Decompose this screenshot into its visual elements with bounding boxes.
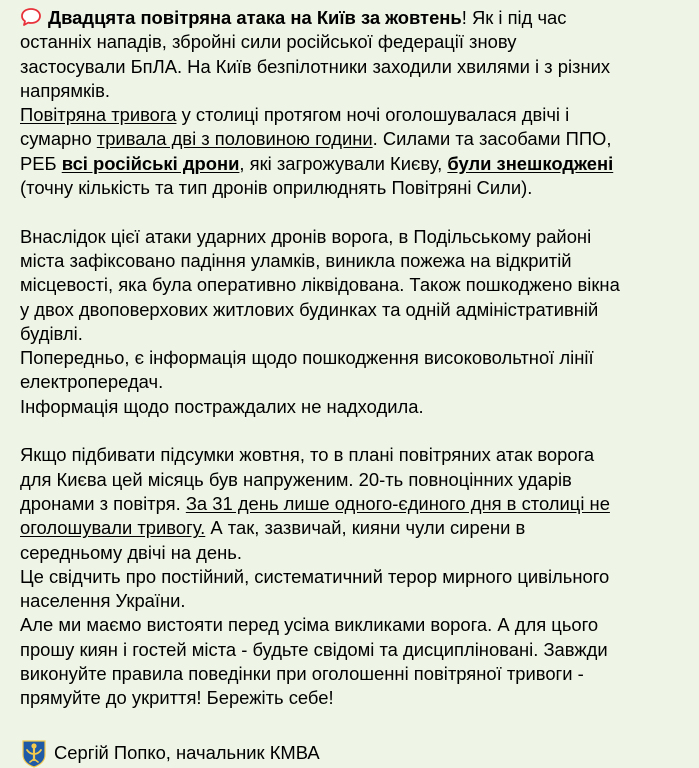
text-line: застосували БпЛА. На Київ безпілотники заходили хвилями і з різних	[20, 55, 611, 77]
message-title: Двадцята повітряна атака на Київ за жовтень	[48, 7, 462, 28]
text-line: Двадцята повітряна атака на Київ за жовтень! Як і під час	[20, 6, 699, 30]
text-line: середньому двічі на день.	[20, 541, 242, 563]
signature-text: Сергій Попко, начальник КМВА	[54, 741, 320, 763]
message-text	[20, 6, 699, 711]
text-line: напрямків.	[20, 79, 110, 101]
text-line: Внаслідок цієї атаки ударних дронів ворога, в Подільському районі	[20, 225, 592, 247]
link-31-days-cont[interactable]: оголошували тривогу.	[20, 517, 206, 539]
text-line: прямуйте до укриття! Бережіть себе!	[20, 687, 334, 709]
text-line: РЕБ всі російські дрони, які загрожували Києву, були знешкоджені	[20, 152, 614, 174]
text-line: для Києва цей місяць був напруженим. 20-ть повноцінних ударів	[20, 468, 572, 490]
kyiv-coat-of-arms-icon	[20, 738, 48, 768]
paragraph-gap	[20, 200, 699, 224]
paragraph-gap	[20, 419, 699, 443]
text-line: Але ми маємо вистояти перед усіма викликами ворога. А для цього	[20, 614, 599, 636]
text-line: Інформація щодо постраждалих не надходила.	[20, 395, 424, 417]
text-line: міста зафіксовано падіння уламків, виникла пожежа на відкритій	[20, 249, 572, 271]
text-line: Це свідчить про постійний, систематичний терор мирного цивільного	[20, 565, 610, 587]
speech-bubble-icon	[20, 7, 42, 27]
text-line: виконуйте правила поведінки при оголошенні повітряної тривоги -	[20, 663, 584, 685]
signature	[20, 738, 320, 768]
text-line: електропередач.	[20, 371, 164, 393]
link-31-days[interactable]: За 31 день лише одного-єдиного дня в столиці не	[185, 492, 610, 514]
text-line: Повітряна тривога у столиці протягом ночі оголошувалася двічі і	[20, 104, 570, 126]
text-line: Попередньо, є інформація щодо пошкодження високовольтної лінії	[20, 347, 594, 369]
text-line: прошу киян і гостей міста - будьте свідомі та дисципліновані. Завжди	[20, 638, 608, 660]
text-line: будівлі.	[20, 322, 83, 344]
text-line: сумарно тривала дві з половиною години. Силами та засобами ППО,	[20, 128, 612, 150]
text-line: (точну кількість та тип дронів оприлюднять Повітряні Сили).	[20, 177, 533, 199]
text-line: дронами з повітря. За 31 день лише одного-єдиного дня в столиці не	[20, 492, 610, 514]
text-line: останніх нападів, збройні сили російської федерації знову	[20, 31, 517, 53]
text-line: оголошували тривогу. А так, зазвичай, кияни чули сирени в	[20, 517, 526, 539]
link-alert-duration[interactable]: тривала дві з половиною години	[96, 128, 373, 150]
link-air-alert[interactable]: Повітряна тривога	[20, 104, 177, 126]
text-line: населення України.	[20, 590, 186, 612]
link-all-drones[interactable]: всі російські дрони	[61, 152, 240, 174]
text-line: місцевості, яка була оперативно ліквідована. Також пошкоджено вікна	[20, 274, 620, 296]
text-line: Якщо підбивати підсумки жовтня, то в плані повітряних атак ворога	[20, 444, 595, 466]
link-destroyed[interactable]: були знешкоджені	[447, 152, 614, 174]
text-line: у двох двоповерхових житлових будинках та одній адміністративній	[20, 298, 599, 320]
